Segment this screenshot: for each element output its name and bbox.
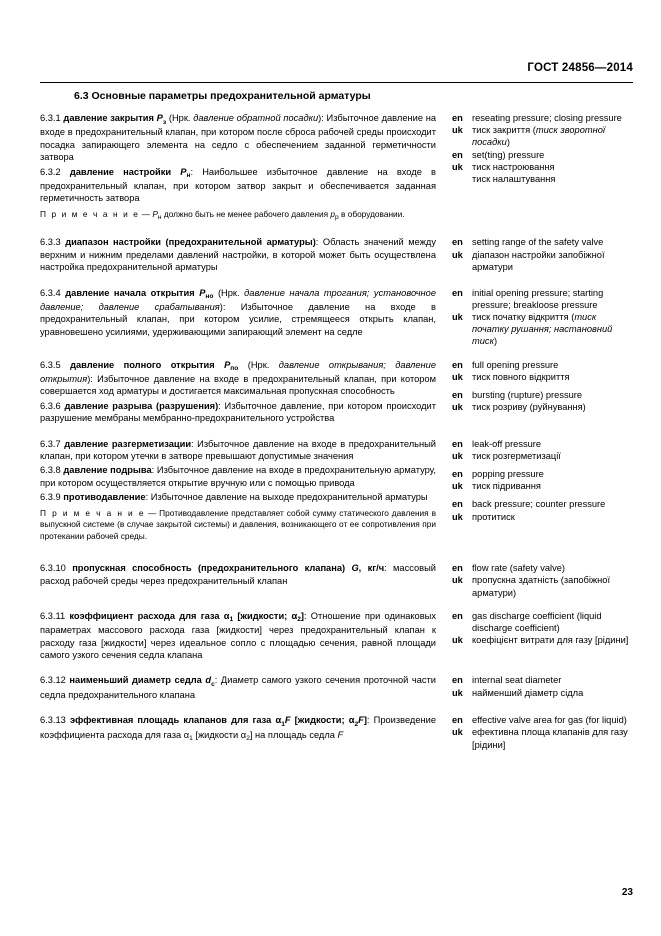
entry-body: : Диаметр самого узкого сечения проточной части седла предохранительного клапана [40, 675, 436, 700]
translation-line [452, 498, 633, 510]
entry-id: 6.3.11 [40, 610, 66, 621]
translation-line [452, 112, 633, 124]
entry-term: коэффициент расхода для газа $\alpha_1$ [жидкости; $\alpha_2$] [69, 610, 304, 624]
lang-code-uk: uk [452, 481, 463, 492]
entry-term: давление разрыва (разрушения) [64, 400, 219, 411]
entry-term: противодавление [63, 492, 146, 503]
translation-line [452, 371, 633, 383]
header-divider [40, 82, 633, 83]
translation-text: тиск розгерметизації [472, 450, 561, 461]
entry-definitions-column [40, 359, 446, 427]
entry-definitions-column [40, 610, 446, 664]
lang-code-uk: uk [452, 687, 463, 698]
note-6-3-2: П р и м е ч а н и е — $P_н$ должно быть не менее рабочего давления $p_p$ в оборудовании. [40, 208, 405, 222]
entry-id: 6.3.5 [40, 359, 61, 370]
translation-text: setting range of the safety valve [472, 237, 604, 248]
entry-row [40, 562, 633, 599]
translation-line [452, 401, 633, 413]
translation-text: bursting (rupture) pressure [472, 389, 583, 400]
translation-text: протитиск [472, 511, 515, 522]
entry-body: (Нрк. давление обратной посадки): Избыточное давление на входе в предохранительный клапан, при котором после сброса рабочей среды происходит посадка запирающего элемента на седло с обеспечением заданной герметичности затвора [40, 113, 437, 163]
entry-6-3-9 [40, 491, 436, 503]
lang-code-uk: uk [452, 575, 463, 586]
translation-group-6-3-8 [452, 468, 633, 492]
entry-6-3-6 [40, 400, 436, 425]
entry-id: 6.3.1 [40, 113, 61, 123]
lang-code-uk: uk [452, 635, 463, 646]
lang-code-uk: uk [452, 311, 463, 322]
translations-column [446, 236, 633, 273]
entry-body: : Избыточное давление, при котором происходит разрушение мембраны мембранно-предохранительного устройства [40, 400, 436, 424]
translation-line [452, 574, 633, 598]
entry-term: пропускная способность (предохранительного клапана) G, [72, 563, 362, 574]
entry-id: 6.3.8 [40, 465, 61, 476]
translation-line [452, 249, 633, 273]
entry-row [40, 359, 633, 427]
translation-line [452, 149, 633, 161]
translations-column [446, 438, 633, 523]
entry-body: : Избыточное давление на входе в предохранительный клапан, при котором утечки в затворе превышают допустимые значения [40, 438, 436, 462]
entry-body: : массовый расход рабочей среды через предохранительный клапан [40, 563, 436, 586]
translation-text: initial opening pressure; starting pressure; breakloose pressure [472, 287, 604, 310]
translation-text: тиск підривання [472, 481, 541, 492]
lang-code-en: en [452, 113, 463, 123]
entry-6-3-13 [40, 714, 436, 743]
entry-id: 6.3.12 [40, 675, 66, 686]
translation-line [452, 714, 633, 726]
translations-column [446, 112, 633, 185]
lang-code-uk: uk [452, 371, 463, 382]
entry-id: 6.3.7 [40, 438, 61, 449]
entry-term: диапазон настройки (предохранительной арматуры) [65, 237, 316, 248]
translation-line [452, 674, 633, 686]
translation-group-6-3-2 [452, 149, 633, 186]
entry-row [40, 287, 633, 348]
translation-text: тиск повного відкриття [472, 371, 570, 382]
lang-code-uk: uk [452, 450, 463, 461]
entry-6-3-7 [40, 438, 436, 463]
entry-6-3-3 [40, 236, 436, 273]
translation-line [452, 389, 633, 401]
lang-code-en: en [452, 389, 463, 400]
entry-id: 6.3.4 [40, 287, 61, 298]
lang-code-uk: uk [452, 727, 463, 738]
entry-body: : Избыточное давление на выходе предохранительной арматуры [145, 492, 428, 503]
translation-line [452, 610, 633, 634]
entry-definitions-column [40, 112, 446, 225]
entry-id: 6.3.3 [40, 237, 61, 248]
entry-definitions-column [40, 562, 446, 589]
lang-code-uk: uk [452, 511, 463, 522]
entry-body: : Избыточное давление на входе в предохранительную арматуру, при котором осуществляется открытие вручную или с помощью привода [40, 465, 436, 488]
entry-definitions-column [40, 287, 446, 341]
translation-text: back pressure; counter pressure [472, 499, 606, 510]
translation-line [452, 687, 633, 699]
entry-body: : Произведение коэффициента расхода для газа $\alpha_1$ [жидкости $\alpha_2$] на площадь седла F [40, 715, 437, 743]
lang-code-en: en [452, 675, 463, 686]
entry-term: эффективная площадь клапанов для газа $\alpha_1F$ [жидкости; $\alpha_2F$] [70, 715, 367, 728]
entry-definitions-column [40, 438, 446, 547]
entry-6-3-4 [40, 287, 436, 339]
lang-code-en: en [452, 149, 463, 160]
lang-code-en: en [452, 287, 463, 298]
section-title: 6.3 Основные параметры предохранительной арматуры [74, 90, 371, 102]
translations-column [446, 359, 633, 414]
lang-code-en: en [452, 563, 463, 574]
translation-text: коефіцієнт витрати для газу [рідини] [472, 635, 629, 646]
entry-term-units: кг/ч [367, 563, 385, 574]
entry-6-3-5 [40, 359, 436, 398]
entry-6-3-2 [40, 166, 436, 205]
lang-code-en: en [452, 359, 463, 370]
translation-text: internal seat diameter [472, 675, 562, 686]
entry-definitions-column [40, 714, 446, 745]
translations-column [446, 610, 633, 647]
translation-text: set(ting) pressure [472, 149, 545, 160]
translation-line [452, 311, 633, 348]
entry-term: давление начала открытия $P_{но}$ [65, 287, 214, 301]
lang-code-en: en [452, 237, 463, 248]
entry-term: давление настройки $P_н$ [69, 166, 191, 180]
translation-text: діапазон настройки запобіжної арматури [472, 249, 605, 272]
translation-text: gas discharge coefficient (liquid discharge coefficient) [472, 610, 602, 633]
translation-text: тиск закриття (тиск зворотної посадки) [472, 125, 605, 148]
entry-id: 6.3.6 [40, 400, 61, 411]
translation-line [452, 161, 633, 173]
entry-definitions-column [40, 674, 446, 703]
translation-line [452, 359, 633, 371]
translation-group-6-3-5 [452, 359, 633, 383]
translation-text: flow rate (safety valve) [472, 563, 566, 574]
entry-row [40, 610, 633, 664]
entry-row [40, 112, 633, 225]
entry-body: : Отношение при одинаковых параметрах массового расхода газа [жидкости] через предохранительный клапан к расходу газа [жидкости] через идеальное сопло с площадью сечения, равной площади самого узкого сечения седла клапана [40, 610, 436, 660]
translation-text: найменший діаметр сідла [472, 687, 584, 698]
translation-line [452, 438, 633, 450]
translation-line [452, 287, 633, 311]
lang-code-blank [452, 173, 472, 185]
translation-text: leak-off pressure [472, 438, 542, 449]
translation-text: full opening pressure [472, 359, 559, 370]
entry-row [40, 714, 633, 751]
translation-text: тиск початку відкриття (тиск початку рушання; настановний тиск) [472, 311, 613, 347]
entry-id: 6.3.2 [40, 166, 61, 177]
translation-text: ефективна площа клапанів для газу [рідини] [472, 727, 628, 750]
entry-term: давление закрытия $P_з$ [63, 113, 167, 126]
page-content [40, 90, 633, 751]
translation-line [452, 468, 633, 480]
entry-definitions-column [40, 236, 446, 275]
translations-column [446, 287, 633, 348]
translation-line [452, 236, 633, 248]
translation-line [452, 634, 633, 646]
translations-column [446, 562, 633, 599]
lang-code-en: en [452, 469, 463, 480]
translation-text: effective valve area for gas (for liquid) [472, 715, 627, 726]
page-header-standard: ГОСТ 24856—2014 [527, 62, 633, 74]
translation-group-6-3-7 [452, 438, 633, 462]
lang-code-en: en [452, 438, 463, 449]
entry-id: 6.3.13 [40, 715, 66, 726]
translation-line [452, 480, 633, 492]
entry-6-3-10 [40, 562, 436, 587]
note-6-3-9: П р и м е ч а н и е — Противодавление представляет собой сумму статического давления в выпускной системе (в случае закрытой системы) и давления, возникающего от ее сопротивления при протекании рабочей среды. [40, 507, 436, 541]
translation-group-6-3-9 [452, 498, 633, 522]
entry-6-3-1 [40, 112, 436, 164]
entry-term: давление разгерметизации [64, 438, 192, 449]
entry-body: (Нрк. давление начала трогания; установочное давление; давление срабатывания): Избыточное давление на входе в предохранительный клапан, при котором усилие, стремящееся открыть клапан, уравновешено усилиями, удерживающими запирающий элемент на седле [40, 287, 436, 337]
lang-code-en: en [452, 499, 463, 510]
translation-group-6-3-6 [452, 389, 633, 413]
page-number: 23 [621, 887, 633, 898]
entry-row [40, 674, 633, 703]
entry-body: : Область значений между верхним и нижним пределами давлений настройки, в которой может быть осуществлена настройка предохранительной арматуры [40, 237, 436, 273]
translation-text: тиск розриву (руйнування) [472, 402, 586, 413]
translation-line [452, 511, 633, 523]
lang-code-en: en [452, 610, 463, 621]
translation-line [452, 726, 633, 750]
entry-6-3-8 [40, 464, 436, 489]
translation-line [452, 173, 633, 185]
entry-6-3-11 [40, 610, 436, 662]
lang-code-uk: uk [452, 161, 463, 172]
entry-row [40, 438, 633, 547]
translation-line [452, 450, 633, 462]
entry-row [40, 236, 633, 275]
entry-term: наименьший диаметр седла $d_с$ [69, 675, 215, 688]
lang-code-uk: uk [452, 249, 463, 260]
translation-line [452, 562, 633, 574]
entry-term: давление подрыва [63, 465, 152, 476]
lang-code-uk: uk [452, 125, 463, 136]
translation-text: тиск налаштування [472, 174, 556, 185]
entry-6-3-12 [40, 674, 436, 701]
translation-text: popping pressure [472, 469, 544, 480]
lang-code-en: en [452, 715, 463, 726]
entry-id: 6.3.10 [40, 563, 66, 574]
translations-column [446, 674, 633, 698]
translation-text: пропускна здатність (запобіжної арматури) [472, 575, 611, 598]
entry-body: (Нрк. давление открывания; давление открытия): Избыточное давление на входе в предохранительный клапан, при котором совершается ход арматуры и достигается максимальная пропускная способность [40, 359, 436, 397]
translation-text: reseating pressure; closing pressure [472, 113, 622, 123]
entry-body: : Наибольшее избыточное давление на входе в предохранительный клапан, при котором затвор закрыт и обеспечивается заданная герметичность затвора [40, 166, 436, 204]
translation-group-6-3-1 [452, 112, 633, 149]
lang-code-uk: uk [452, 402, 463, 413]
translation-text: тиск настроювання [472, 161, 555, 172]
translations-column [446, 714, 633, 751]
translation-line [452, 124, 633, 148]
entry-term: давление полного открытия $P_{по}$ [70, 359, 239, 373]
entry-id: 6.3.9 [40, 492, 61, 503]
